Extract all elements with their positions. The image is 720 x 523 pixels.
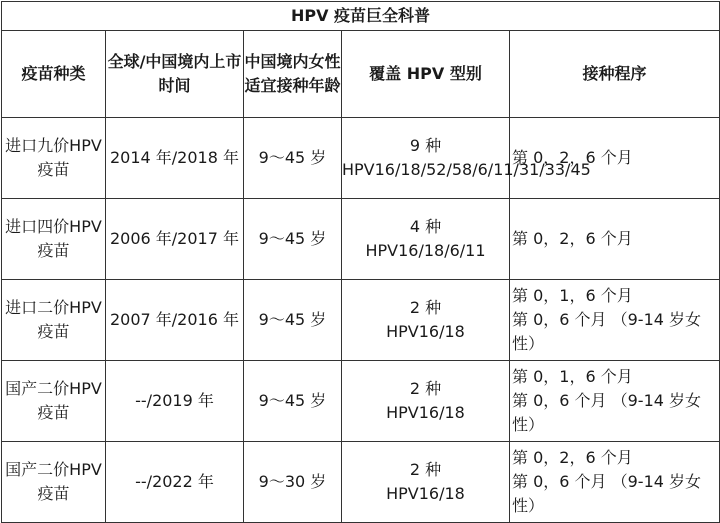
- table-row: [2, 442, 720, 523]
- cell-age: 9～45 岁: [244, 361, 342, 442]
- cell-launch-time: 2006 年/2017 年: [106, 199, 244, 280]
- schedule-line: 第 0，2，6 个月: [512, 229, 633, 248]
- cell-vaccine-type: 进口九价HPV 疫苗: [2, 118, 106, 199]
- schedule-line: 第 0，2，6 个月: [512, 448, 633, 467]
- schedule-line: 第 0，6 个月 （9-14 岁女性）: [512, 310, 702, 353]
- cell-vaccine-type: 国产二价HPV 疫苗: [2, 361, 106, 442]
- coverage-count: 2 种: [409, 460, 442, 479]
- cell-coverage: [342, 199, 510, 280]
- table-title: HPV 疫苗巨全科普: [2, 2, 720, 31]
- header-vaccine-type: 疫苗种类: [2, 31, 106, 118]
- schedule-line: 第 0，1，6 个月: [512, 367, 633, 386]
- table-row: [2, 118, 720, 199]
- cell-age: 9～30 岁: [244, 442, 342, 523]
- cell-age: 9～45 岁: [244, 118, 342, 199]
- header-age: 中国境内女性适宜接种年龄: [244, 31, 342, 118]
- schedule-line: 第 0，6 个月 （9-14 岁女性）: [512, 391, 702, 434]
- coverage-types: HPV16/18/52/58/6/11/31/33/45: [342, 160, 591, 179]
- header-coverage: 覆盖 HPV 型别: [342, 31, 510, 118]
- coverage-types: HPV16/18: [386, 322, 465, 341]
- header-schedule: 接种程序: [510, 31, 720, 118]
- cell-vaccine-type: 国产二价HPV 疫苗: [2, 442, 106, 523]
- coverage-count: 2 种: [409, 379, 442, 398]
- cell-launch-time: --/2022 年: [106, 442, 244, 523]
- table-row: [2, 361, 720, 442]
- coverage-types: HPV16/18: [386, 484, 465, 503]
- coverage-count: 4 种: [409, 217, 442, 236]
- cell-coverage: [342, 280, 510, 361]
- cell-schedule: [510, 199, 720, 280]
- schedule-line: 第 0，6 个月 （9-14 岁女性）: [512, 472, 702, 515]
- header-launch-time: 全球/中国境内上市时间: [106, 31, 244, 118]
- cell-schedule: [510, 361, 720, 442]
- schedule-line: 第 0，1，6 个月: [512, 286, 633, 305]
- coverage-types: HPV16/18: [386, 403, 465, 422]
- table-row: [2, 280, 720, 361]
- coverage-types: HPV16/18/6/11: [365, 241, 486, 260]
- hpv-vaccine-table: [1, 1, 720, 523]
- coverage-count: 9 种: [409, 136, 442, 155]
- cell-launch-time: --/2019 年: [106, 361, 244, 442]
- schedule-line: 第 0，2，6 个月: [512, 148, 633, 167]
- cell-vaccine-type: 进口二价HPV 疫苗: [2, 280, 106, 361]
- cell-vaccine-type: 进口四价HPV 疫苗: [2, 199, 106, 280]
- table-row: [2, 199, 720, 280]
- cell-age: 9～45 岁: [244, 199, 342, 280]
- cell-schedule: [510, 442, 720, 523]
- cell-schedule: [510, 280, 720, 361]
- cell-schedule: [510, 118, 720, 199]
- cell-coverage: [342, 442, 510, 523]
- cell-launch-time: 2007 年/2016 年: [106, 280, 244, 361]
- cell-launch-time: 2014 年/2018 年: [106, 118, 244, 199]
- cell-coverage: [342, 361, 510, 442]
- coverage-count: 2 种: [409, 298, 442, 317]
- cell-age: 9～45 岁: [244, 280, 342, 361]
